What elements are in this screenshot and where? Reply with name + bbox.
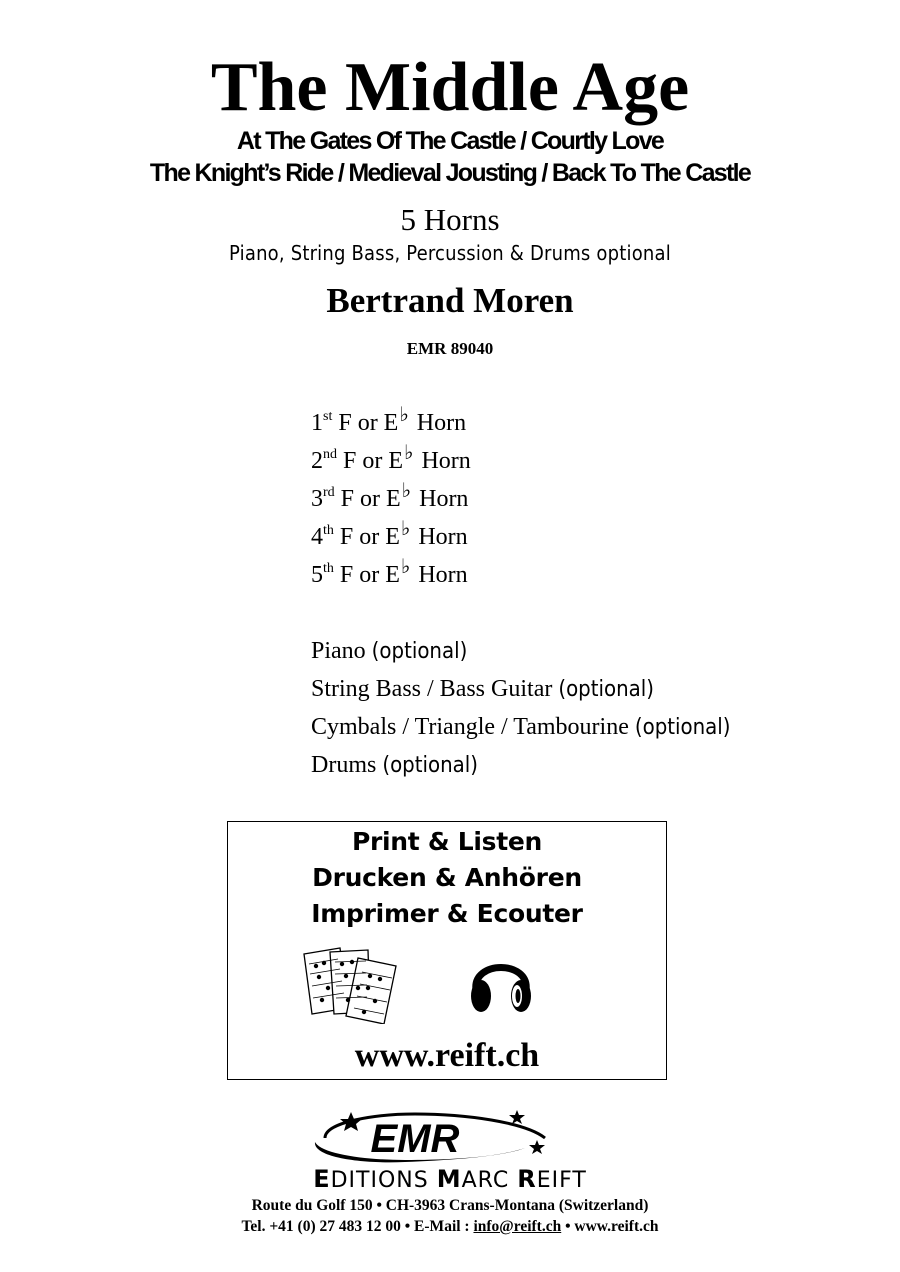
address-line-2: Tel. +41 (0) 27 483 12 00 • E-Mail : info@reift.ch • www.reift.ch — [241, 1218, 659, 1235]
composer-name: Bertrand Moren — [326, 281, 574, 320]
flat-symbol: ♭ — [400, 518, 411, 540]
star-icon — [509, 1110, 525, 1124]
promo-url[interactable]: www.reift.ch — [354, 1037, 540, 1074]
optional-part-item: Drums (optional) — [311, 752, 479, 778]
document-title: The Middle Age — [210, 49, 690, 126]
subtitle-line-2: The Knight’s Ride / Medieval Jousting / Back To The Castle — [149, 159, 751, 187]
flat-symbol: ♭ — [400, 556, 411, 578]
catalog-number: EMR 89040 — [406, 339, 494, 358]
optional-part-item: Piano (optional) — [311, 638, 468, 664]
print-listen-box — [227, 821, 667, 1080]
part-item: 3rd F or E♭ Horn — [311, 480, 469, 512]
star-icon — [340, 1112, 362, 1131]
headphones-icon — [466, 946, 536, 1018]
part-item: 4th F or E♭ Horn — [311, 518, 468, 550]
part-item: 5th F or E♭ Horn — [311, 556, 468, 588]
promo-line-3: Imprimer & Ecouter — [311, 899, 583, 928]
sheet-music-icon — [300, 944, 410, 1024]
star-icon — [529, 1140, 545, 1154]
emr-logo — [255, 1108, 555, 1166]
part-item: 2nd F or E♭ Horn — [311, 442, 471, 474]
flat-symbol: ♭ — [404, 442, 414, 464]
part-item: 1st F or E♭ Horn — [311, 404, 467, 436]
flat-symbol: ♭ — [399, 404, 409, 426]
logo-text: EMR — [370, 1117, 460, 1161]
promo-line-2: Drucken & Anhören — [312, 863, 582, 892]
instrumentation-optional: Piano, String Bass, Percussion & Drums optional — [229, 241, 671, 265]
instrumentation: 5 Horns — [400, 202, 500, 237]
subtitle-line-1: At The Gates Of The Castle / Courtly Love — [236, 127, 664, 155]
publisher-name: EDITIONS MARC REIFT — [313, 1165, 587, 1193]
promo-line-1: Print & Listen — [351, 827, 543, 856]
optional-part-item: Cymbals / Triangle / Tambourine (optional) — [311, 714, 731, 740]
flat-symbol: ♭ — [401, 480, 412, 502]
parts-list — [311, 404, 871, 784]
optional-part-item: String Bass / Bass Guitar (optional) — [311, 676, 655, 702]
email-link[interactable]: info@reift.ch — [473, 1218, 562, 1235]
address-line-1: Route du Golf 150 • CH-3963 Crans-Montana (Switzerland) — [251, 1197, 649, 1214]
